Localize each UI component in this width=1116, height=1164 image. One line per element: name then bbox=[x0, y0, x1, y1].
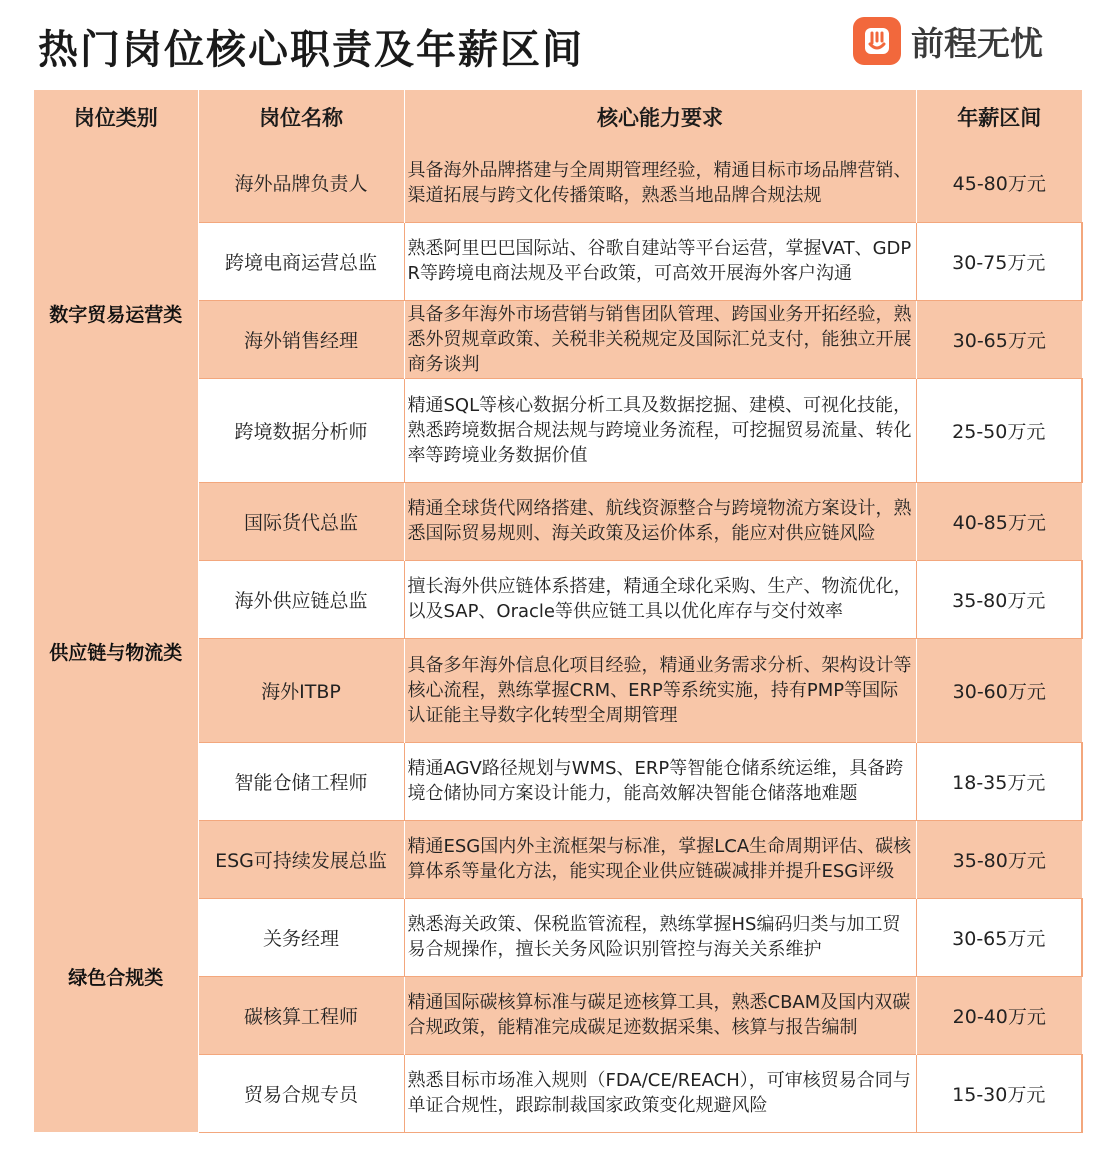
requirements-text: 精通全球货代网络搭建、航线资源整合与跨境物流方案设计，熟悉国际贸易规则、海关政策及运价体系，能应对供应链风险 bbox=[404, 482, 916, 560]
position-name: 智能仓储工程师 bbox=[198, 742, 404, 820]
page-title: 热门岗位核心职责及年薪区间 bbox=[38, 27, 584, 73]
position-name: 国际货代总监 bbox=[198, 482, 404, 560]
position-name: 海外ITBP bbox=[198, 638, 404, 742]
salary-range: 20-40万元 bbox=[916, 976, 1082, 1054]
requirements-text: 熟悉阿里巴巴国际站、谷歌自建站等平台运营，掌握VAT、GDPR等跨境电商法规及平台政策，可高效开展海外客户沟通 bbox=[404, 222, 916, 300]
header-category: 岗位类别 bbox=[34, 90, 198, 144]
requirements-text: 精通SQL等核心数据分析工具及数据挖掘、建模、可视化技能，熟悉跨境数据合规法规与跨境业务流程，可挖掘贸易流量、转化率等跨境业务数据价值 bbox=[404, 378, 916, 482]
table-header-row bbox=[34, 90, 1082, 144]
position-name: 跨境数据分析师 bbox=[198, 378, 404, 482]
table-row bbox=[34, 144, 1082, 222]
position-name: 关务经理 bbox=[198, 898, 404, 976]
requirements-text: 精通ESG国内外主流框架与标准，掌握LCA生命周期评估、碳核算体系等量化方法，能实现企业供应链碳减排并提升ESG评级 bbox=[404, 820, 916, 898]
position-name: 碳核算工程师 bbox=[198, 976, 404, 1054]
position-name: 贸易合规专员 bbox=[198, 1054, 404, 1132]
requirements-text: 具备多年海外信息化项目经验，精通业务需求分析、架构设计等核心流程，熟练掌握CRM、ERP等系统实施，持有PMP等国际认证能主导数字化转型全周期管理 bbox=[404, 638, 916, 742]
header-salary: 年薪区间 bbox=[916, 90, 1082, 144]
salary-range: 30-75万元 bbox=[916, 222, 1082, 300]
jobs-table bbox=[34, 90, 1083, 1133]
requirements-text: 熟悉目标市场准入规则（FDA/CE/REACH），可审核贸易合同与单证合规性，跟踪制裁国家政策变化规避风险 bbox=[404, 1054, 916, 1132]
position-name: 海外品牌负责人 bbox=[198, 144, 404, 222]
salary-range: 30-65万元 bbox=[916, 300, 1082, 378]
salary-range: 45-80万元 bbox=[916, 144, 1082, 222]
header-position: 岗位名称 bbox=[198, 90, 404, 144]
requirements-text: 熟悉海关政策、保税监管流程，熟练掌握HS编码归类与加工贸易合规操作，擅长关务风险识别管控与海关关系维护 bbox=[404, 898, 916, 976]
table-row bbox=[34, 820, 1082, 898]
table-row bbox=[34, 482, 1082, 560]
requirements-text: 精通AGV路径规划与WMS、ERP等智能仓储系统运维，具备跨境仓储协同方案设计能力，能高效解决智能仓储落地难题 bbox=[404, 742, 916, 820]
salary-range: 15-30万元 bbox=[916, 1054, 1082, 1132]
requirements-text: 具备多年海外市场营销与销售团队管理、跨国业务开拓经验，熟悉外贸规章政策、关税非关税规定及国际汇兑支付，能独立开展商务谈判 bbox=[404, 300, 916, 378]
category-cell: 数字贸易运营类 bbox=[34, 144, 198, 482]
brand-logo bbox=[853, 14, 1043, 68]
51job-hand-icon bbox=[853, 17, 901, 65]
requirements-text: 擅长海外供应链体系搭建，精通全球化采购、生产、物流优化，以及SAP、Oracle等供应链工具以优化库存与交付效率 bbox=[404, 560, 916, 638]
position-name: ESG可持续发展总监 bbox=[198, 820, 404, 898]
requirements-text: 具备海外品牌搭建与全周期管理经验，精通目标市场品牌营销、渠道拓展与跨文化传播策略，熟悉当地品牌合规法规 bbox=[404, 144, 916, 222]
position-name: 跨境电商运营总监 bbox=[198, 222, 404, 300]
header-requirements: 核心能力要求 bbox=[404, 90, 916, 144]
salary-range: 25-50万元 bbox=[916, 378, 1082, 482]
category-cell: 绿色合规类 bbox=[34, 820, 198, 1132]
salary-range: 35-80万元 bbox=[916, 820, 1082, 898]
salary-range: 40-85万元 bbox=[916, 482, 1082, 560]
salary-range: 30-60万元 bbox=[916, 638, 1082, 742]
position-name: 海外销售经理 bbox=[198, 300, 404, 378]
salary-range: 30-65万元 bbox=[916, 898, 1082, 976]
salary-range: 18-35万元 bbox=[916, 742, 1082, 820]
category-cell: 供应链与物流类 bbox=[34, 482, 198, 820]
position-name: 海外供应链总监 bbox=[198, 560, 404, 638]
salary-range: 35-80万元 bbox=[916, 560, 1082, 638]
requirements-text: 精通国际碳核算标准与碳足迹核算工具，熟悉CBAM及国内双碳合规政策，能精准完成碳足迹数据采集、核算与报告编制 bbox=[404, 976, 916, 1054]
logo-text: 前程无忧 bbox=[911, 23, 1043, 63]
